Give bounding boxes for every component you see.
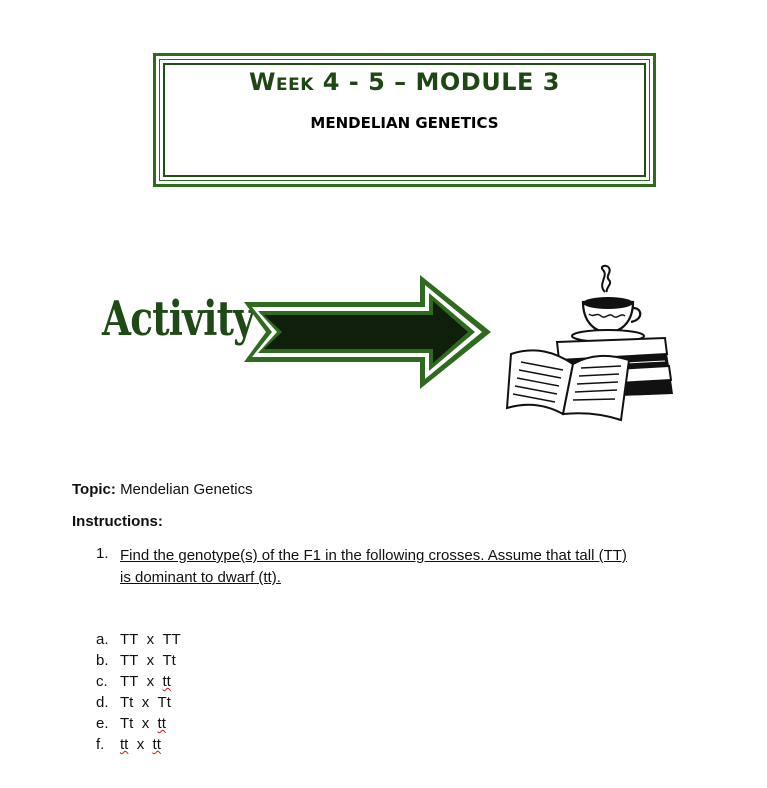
topic-label: Topic:: [72, 481, 116, 498]
parent-2: tt: [152, 736, 161, 753]
cross-operator: x: [141, 715, 150, 732]
list-item: [96, 671, 181, 692]
activity-heading: Activity: [102, 291, 255, 347]
question-line-2: is dominant to dwarf (tt).: [120, 569, 281, 586]
item-letter: c.: [96, 673, 108, 690]
list-item: [96, 713, 181, 734]
list-item: [96, 692, 181, 713]
list-item: [96, 734, 181, 755]
cross-operator: x: [141, 694, 150, 711]
parent-1: TT: [120, 631, 139, 648]
item-letter: d.: [96, 694, 109, 711]
item-letter: f.: [96, 736, 105, 753]
item-letter: e.: [96, 715, 109, 732]
parent-1: TT: [120, 652, 139, 669]
cross-operator: x: [146, 631, 155, 648]
parent-1: Tt: [120, 694, 134, 711]
coffee-books-icon: [505, 262, 677, 427]
question-number: 1.: [96, 545, 109, 562]
topic-value: Mendelian Genetics: [120, 481, 253, 498]
parent-1: TT: [120, 673, 139, 690]
parent-1: Tt: [120, 715, 134, 732]
instructions-label: Instructions:: [72, 513, 163, 530]
parent-2: tt: [162, 673, 171, 690]
module-title-box: [153, 53, 656, 187]
module-subtitle: MENDELIAN GENETICS: [310, 114, 499, 132]
module-title: Week 4 - 5 – MODULE 3: [249, 68, 560, 96]
green-arrow-icon: [244, 275, 492, 390]
item-letter: a.: [96, 631, 109, 648]
cross-operator: x: [146, 673, 155, 690]
cross-operator: x: [146, 652, 155, 669]
cross-list: [96, 629, 181, 755]
parent-2: tt: [157, 715, 166, 732]
list-item: [96, 650, 181, 671]
topic-line: [72, 481, 253, 498]
question-text: [120, 545, 710, 589]
cross-operator: x: [136, 736, 145, 753]
list-item: [96, 629, 181, 650]
question-line-1: Find the genotype(s) of the F1 in the following crosses. Assume that tall (TT): [120, 547, 627, 564]
parent-2: Tt: [162, 652, 176, 669]
parent-2: TT: [162, 631, 181, 648]
parent-2: Tt: [157, 694, 171, 711]
item-letter: b.: [96, 652, 109, 669]
parent-1: tt: [120, 736, 129, 753]
